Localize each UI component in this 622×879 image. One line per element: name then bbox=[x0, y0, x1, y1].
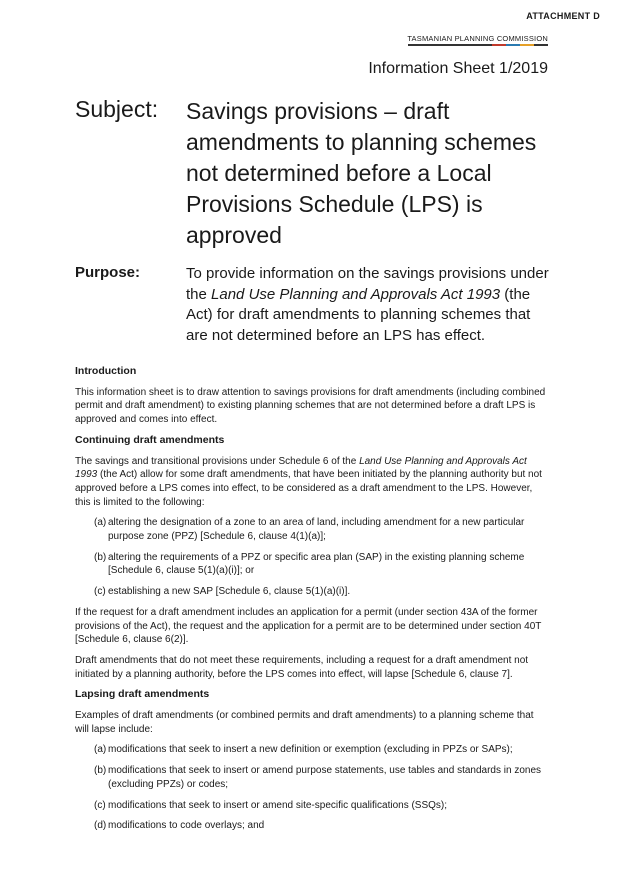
list-item bbox=[75, 585, 550, 599]
continuing-text-after: (the Act) allow for some draft amendments, that have been initiated by the planning authority but not approved before a LPS comes into effect, to be considered as a draft amendment to the LPS. However, this is limited to the following: bbox=[75, 469, 542, 508]
list-item bbox=[75, 764, 550, 791]
list-item bbox=[75, 743, 550, 757]
list-item-label: (c) bbox=[94, 586, 106, 598]
list-item-text: altering the requirements of a PPZ or specific area plan (SAP) in the existing planning scheme [Schedule 6, clause 5(1)(a)(i)]; or bbox=[108, 551, 525, 577]
list-item bbox=[75, 799, 550, 813]
continuing-paragraph-3: Draft amendments that do not meet these requirements, including a request for a draft amendment not initiated by a planning authority, before the LPS comes into effect, will lapse [Schedule 6, clause 7]. bbox=[75, 654, 529, 680]
lapsing-intro: Examples of draft amendments (or combined permits and draft amendments) to a planning scheme that will lapse include: bbox=[75, 710, 534, 735]
lapsing-heading: Lapsing draft amendments bbox=[75, 688, 210, 701]
continuing-paragraph-2: If the request for a draft amendment includes an application for a permit (under section 43A of the former provisions of the Act), the request and the application for a permit are to be determined under section 40T [Schedule 6, clause 6(2)]. bbox=[75, 606, 542, 646]
subject-text: Savings provisions – draft amendments to planning schemes not determined before a Local Provisions Schedule (LPS) is approved bbox=[186, 98, 537, 248]
list-item-text: establishing a new SAP [Schedule 6, clause 5(1)(a)(i)]. bbox=[108, 586, 351, 598]
introduction-heading: Introduction bbox=[75, 365, 137, 377]
list-item-text: modifications to code overlays; and bbox=[108, 820, 265, 832]
organisation-rule bbox=[408, 44, 548, 46]
continuing-paragraph-1 bbox=[75, 455, 550, 510]
lapsing-list bbox=[75, 743, 550, 833]
list-item bbox=[75, 551, 550, 578]
list-item-text: altering the designation of a zone to an area of land, including amendment for a new particular purpose zone (PPZ) [Schedule 6, clause 4(1)(a)]; bbox=[108, 517, 525, 543]
list-item-label: (b) bbox=[94, 551, 107, 563]
continuing-list bbox=[75, 516, 550, 599]
purpose-text bbox=[186, 264, 556, 346]
list-item-text: modifications that seek to insert or amend purpose statements, use tables and standards in zones (excluding PPZs) or codes; bbox=[108, 765, 542, 790]
attachment-label: ATTACHMENT D bbox=[526, 11, 600, 21]
continuing-act-name: Land Use Planning and Approvals Act 1993 bbox=[75, 455, 527, 481]
list-item-text: modifications that seek to insert a new definition or exemption (excluding in PPZs or SAPs); bbox=[108, 744, 513, 756]
list-item bbox=[75, 819, 550, 833]
introduction-paragraph: This information sheet is to draw attention to savings provisions for draft amendments (including combined permit and draft amendment) to existing planning schemes that are not determined before a draft LPS is approved and comes into effect. bbox=[75, 386, 546, 426]
organisation-name: TASMANIAN PLANNING COMMISSION bbox=[407, 34, 548, 43]
continuing-text-before: The savings and transitional provisions under Schedule 6 of the bbox=[75, 455, 360, 467]
list-item-label: (c) bbox=[94, 799, 106, 811]
list-item-label: (a) bbox=[94, 744, 107, 756]
sheet-number: Information Sheet 1/2019 bbox=[368, 60, 548, 77]
list-item-label: (b) bbox=[94, 765, 107, 777]
continuing-heading: Continuing draft amendments bbox=[75, 433, 225, 446]
list-item-text: modifications that seek to insert or amend site-specific qualifications (SSQs); bbox=[108, 799, 448, 811]
purpose-act-name: Land Use Planning and Approvals Act 1993 bbox=[211, 285, 501, 303]
purpose-text-after: (the Act) for draft amendments to planning schemes that are not determined before an LPS has effect. bbox=[186, 285, 531, 344]
purpose-text-before: To provide information on the savings provisions under the bbox=[186, 265, 549, 303]
list-item-label: (d) bbox=[94, 820, 107, 832]
list-item bbox=[75, 516, 550, 543]
list-item-label: (a) bbox=[94, 517, 107, 529]
subject-label: Subject: bbox=[75, 96, 159, 122]
document-body bbox=[75, 365, 550, 840]
purpose-label: Purpose: bbox=[75, 264, 141, 281]
